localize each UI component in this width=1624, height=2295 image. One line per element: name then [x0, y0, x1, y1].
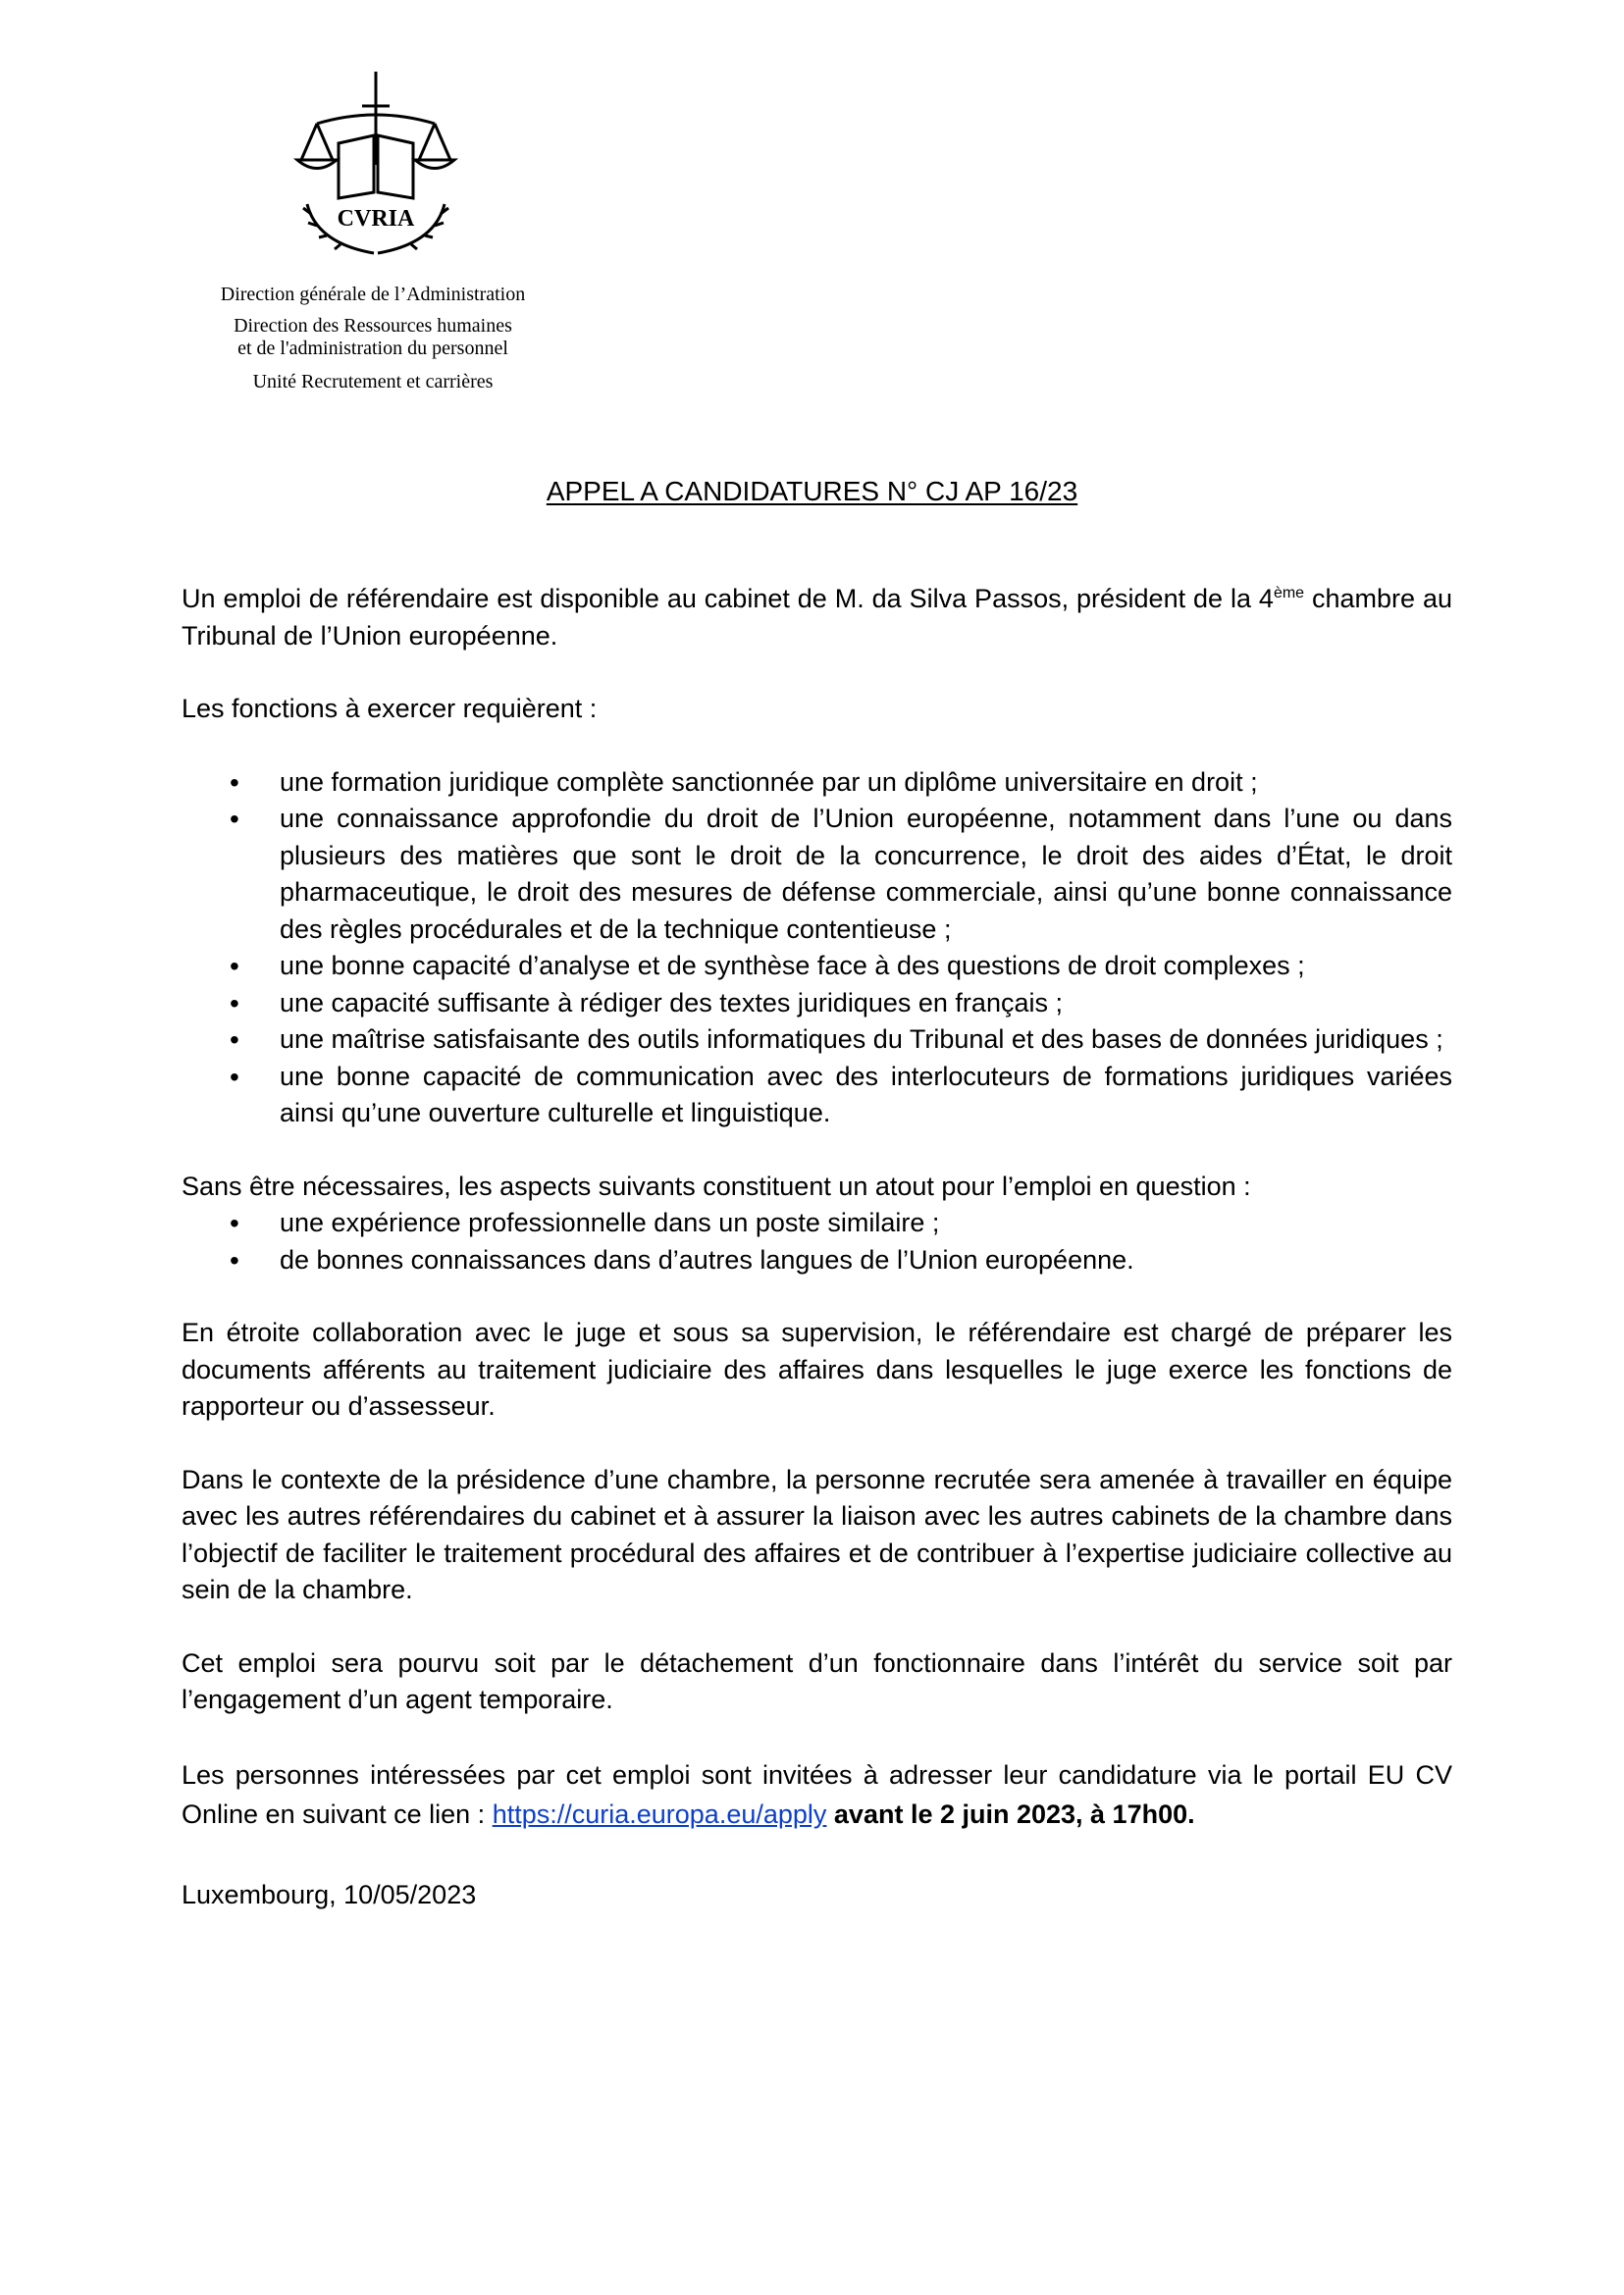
apply-paragraph [182, 1755, 1452, 1834]
dept-line: et de l'administration du personnel [237, 338, 508, 359]
paragraph-chamber: Dans le contexte de la présidence d’une chambre, la personne recrutée sera amenée à travailler en équipe avec les autres référendaires du cabinet et à assurer la liaison avec les autres cabinets de la chambre dans l’objectif de faciliter le traitement procédural des affaires et de contribuer à l’expertise judiciaire collective au sein de la chambre. [182, 1464, 1452, 1604]
logo-text: CVRIA [337, 206, 415, 232]
intro-paragraph [182, 581, 1452, 654]
curia-logo [288, 67, 464, 263]
paragraph-recruitment: Cet emploi sera pourvu soit par le détachement d’un fonctionnaire dans l’intérêt du service soit par l’engagement d’un agent temporaire. [182, 1647, 1452, 1714]
assets-list [182, 1205, 1452, 1278]
curia-emblem-icon [288, 67, 464, 263]
dept-line: Unité Recrutement et carrières [252, 371, 494, 392]
dept-line: Direction des Ressources humaines [234, 315, 512, 337]
list-item: • une maîtrise satisfaisante des outils informatiques du Tribunal et des bases de données juridiques ; [182, 1021, 1452, 1059]
intro-text: Un emploi de référendaire est disponible au cabinet de M. da Silva Passos, président de la 4 [182, 584, 1274, 613]
page-title: APPEL A CANDIDATURES N° CJ AP 16/23 [546, 476, 1078, 506]
list-item: • une bonne capacité de communication avec des interlocuteurs de formations juridiques variées ainsi qu’une ouverture culturelle et linguistique. [182, 1059, 1452, 1132]
department-block [167, 285, 579, 391]
assets-intro: Sans être nécessaires, les aspects suivants constituent un atout pour l’emploi en question : [182, 1171, 1251, 1201]
dept-line: Direction générale de l’Administration [220, 284, 526, 305]
intro-text-end: chambre au Tribunal de l’Union européenne. [182, 584, 1452, 651]
list-item: • de bonnes connaissances dans d’autres langues de l’Union européenne. [182, 1242, 1452, 1279]
list-item: • une connaissance approfondie du droit de l’Union européenne, notamment dans l’une ou dans plusieurs des matières que sont le droit de la concurrence, le droit des aides d’État, le droit pharmaceutique, le droit des mesures de défense commerciale, ainsi qu’une bonne connaissance des règles procédurales et de la technique contentieuse ; [182, 801, 1452, 948]
list-item: • une formation juridique complète sanctionnée par un diplôme universitaire en droit ; [182, 764, 1452, 802]
apply-link[interactable]: https://curia.europa.eu/apply [492, 1799, 827, 1829]
apply-text: Les personnes intéressées par cet emploi sont invitées à adresser leur candidature via le portail EU CV Online en suivant ce lien : [182, 1759, 1452, 1829]
requirements-list [182, 764, 1452, 1132]
paragraph-role: En étroite collaboration avec le juge et sous sa supervision, le référendaire est chargé de préparer les documents afférents au traitement judiciaire des affaires dans lesquelles le juge exerce les fonctions de rapporteur ou d’assesseur. [182, 1318, 1452, 1421]
list-item: • une bonne capacité d’analyse et de synthèse face à des questions de droit complexes ; [182, 948, 1452, 985]
deadline-text: avant le 2 juin 2023, à 17h00. [826, 1799, 1195, 1829]
document-body [182, 581, 1452, 1913]
list-item: • une expérience professionnelle dans un poste similaire ; [182, 1205, 1452, 1242]
place-date: Luxembourg, 10/05/2023 [182, 1879, 477, 1909]
intro-superscript: ème [1273, 585, 1305, 601]
requirements-intro: Les fonctions à exercer requièrent : [182, 694, 598, 723]
list-item: • une capacité suffisante à rédiger des textes juridiques en français ; [182, 985, 1452, 1022]
